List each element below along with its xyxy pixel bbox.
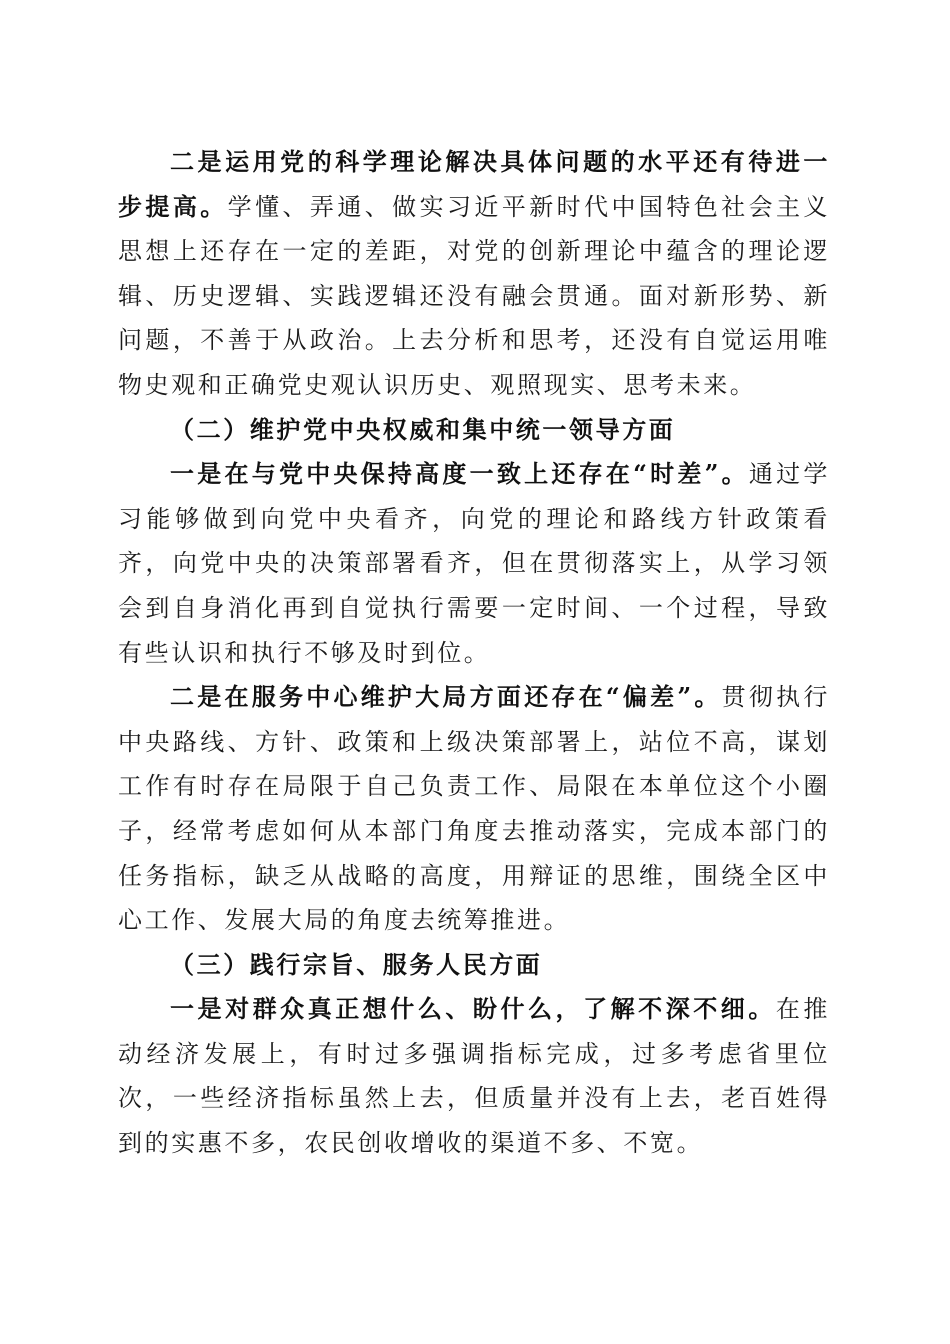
paragraph-lead: 一是在与党中央保持高度一致上还存在“时差”。 — [170, 459, 749, 489]
paragraph-lead: 一是对群众真正想什么、盼什么，了解不深不细。 — [170, 994, 776, 1024]
paragraph-lead: 二是在服务中心维护大局方面还存在“偏差”。 — [170, 682, 722, 712]
section-heading-2: （二）维护党中央权威和集中统一领导方面 — [170, 414, 676, 444]
paragraph-text: 贯彻执行中央路线、方针、政策和上级决策部署上，站位不高，谋划工作有时存在局限于自己负责工作、局限在本单位这个小圈子，经常考虑如何从本部门角度去推动落实，完成本部门的任务指标，缺乏从战略的高度，用辩证的思维，围绕全区中心工作、发展大局的角度去统筹推进。 — [118, 683, 830, 935]
document-body — [118, 140, 830, 1166]
paragraph-time-lag — [118, 452, 830, 675]
paragraph-theory-application — [118, 140, 830, 408]
paragraph-lead: 二是运用党的科学理论解决具体问题的水平还有待进一步提高。 — [118, 147, 830, 221]
section-heading-3: （三）践行宗旨、服务人民方面 — [170, 949, 543, 979]
paragraph-text: 学懂、弄通、做实习近平新时代中国特色社会主义思想上还存在一定的差距，对党的创新理论中蕴含的理论逻辑、历史逻辑、实践逻辑还没有融会贯通。面对新形势、新问题，不善于从政治。上去分析和思考，还没有自觉运用唯物史观和正确党史观认识历史、观照现实、思考未来。 — [118, 192, 830, 399]
paragraph-public-needs — [118, 987, 830, 1165]
paragraph-text: 在推动经济发展上，有时过多强调指标完成，过多考虑省里位次，一些经济指标虽然上去，但质量并没有上去，老百姓得到的实惠不多，农民创收增收的渠道不多、不宽。 — [118, 995, 830, 1158]
paragraph-deviation — [118, 675, 830, 943]
paragraph-text: 通过学习能够做到向党中央看齐，向党的理论和路线方针政策看齐，向党中央的决策部署看齐，但在贯彻落实上，从学习领会到自身消化再到自觉执行需要一定时间、一个过程，导致有些认识和执行不够及时到位。 — [118, 460, 830, 667]
